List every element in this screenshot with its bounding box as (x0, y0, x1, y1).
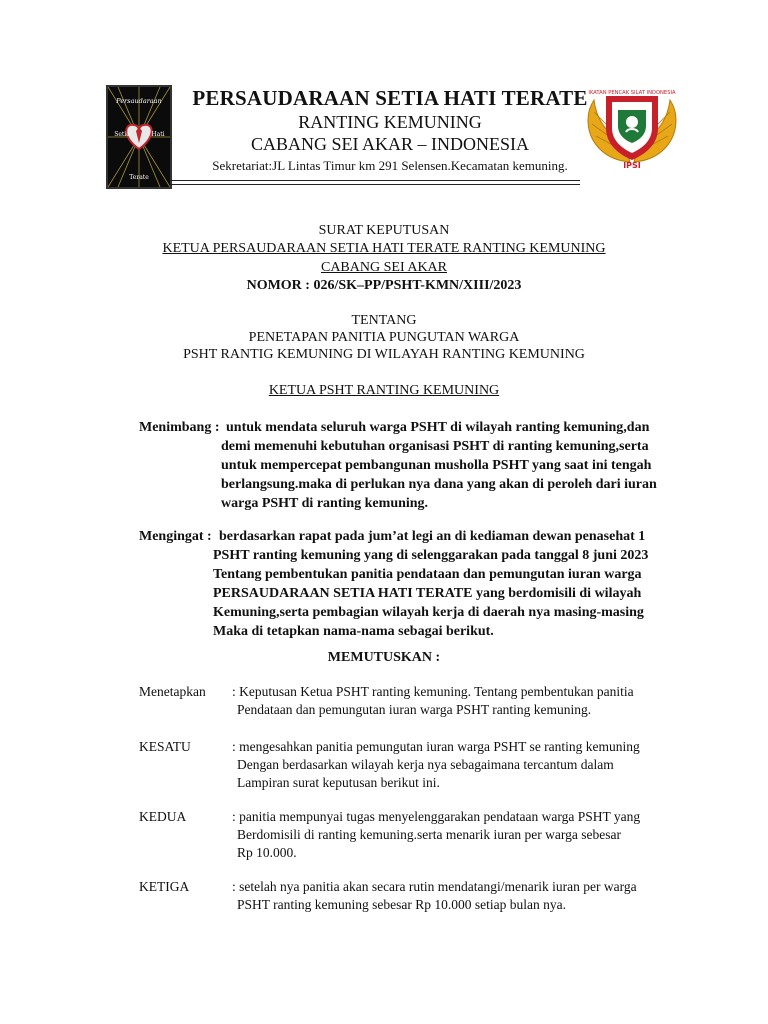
decision-line: : setelah nya panitia akan secara rutin mendatangi/menarik iuran per warga (232, 879, 637, 894)
svg-text:Setia: Setia (114, 131, 130, 138)
menimbang-line: untuk mendata seluruh warga PSHT di wilayah ranting kemuning,dan (226, 420, 650, 435)
doc-title-issuer: KETUA PERSAUDARAAN SETIA HATI TERATE RANTING KEMUNING (162, 241, 606, 256)
menimbang-line: demi memenuhi kebutuhan organisasi PSHT di ranting kemuning,serta (221, 439, 649, 454)
decision-label-kedua: KEDUA (139, 809, 187, 824)
menimbang-line: untuk mempercepat pembangunan musholla PSHT yang saat ini tengah (221, 458, 652, 473)
secretariat-address: Sekretariat:JL Lintas Timur km 291 Selensen.Kecamatan kemuning. (212, 158, 568, 173)
mengingat-label: Mengingat : (139, 529, 212, 544)
svg-text:IKATAN PENCAK SILAT INDONESIA: IKATAN PENCAK SILAT INDONESIA (588, 90, 676, 96)
svg-text:Terate: Terate (129, 174, 149, 181)
subject-line-2: PSHT RANTIG KEMUNING DI WILAYAH RANTING KEMUNING (183, 347, 585, 362)
svg-text:Persaudaraan: Persaudaraan (116, 97, 162, 105)
issuer-heading: KETUA PSHT RANTING KEMUNING (268, 383, 500, 398)
ranting-name: RANTING KEMUNING (298, 112, 482, 132)
doc-title: SURAT KEPUTUSAN (318, 223, 450, 238)
subject-label: TENTANG (351, 313, 417, 328)
cabang-name: CABANG SEI AKAR – INDONESIA (250, 134, 529, 154)
letterhead-rule-top (170, 180, 580, 181)
doc-number: NOMOR : 026/SK–PP/PSHT-KMN/XIII/2023 (246, 278, 522, 293)
decision-line: Pendataan dan pemungutan iuran warga PSHT ranting kemuning. (237, 702, 592, 717)
decision-line: : mengesahkan panitia pemungutan iuran warga PSHT se ranting kemuning (232, 739, 640, 754)
decision-label-ketiga: KETIGA (139, 879, 190, 894)
menimbang-line: warga PSHT di ranting kemuning. (221, 496, 429, 511)
decision-line: Dengan berdasarkan wilayah kerja nya sebagaimana tercantum dalam (237, 757, 614, 772)
decision-line: : Keputusan Ketua PSHT ranting kemuning. Tentang pembentukan panitia (232, 684, 634, 699)
decision-line: Berdomisili di ranting kemuning.serta menarik iuran per warga sebesar (237, 827, 622, 842)
decision-line: : panitia mempunyai tugas menyelenggarakan pendataan warga PSHT yang (232, 809, 641, 824)
letterhead-rule-bottom (170, 184, 580, 185)
doc-title-cabang: CABANG SEI AKAR (320, 260, 447, 275)
decision-heading: MEMUTUSKAN : (327, 650, 441, 665)
psht-logo (106, 85, 172, 189)
svg-text:Hati: Hati (151, 131, 165, 138)
ipsi-text: IPSI (623, 161, 641, 170)
decision-line: PSHT ranting kemuning sebesar Rp 10.000 setiap bulan nya. (237, 897, 566, 912)
mengingat-line: Tentang pembentukan panitia pendataan dan pemungutan iuran warga (213, 567, 642, 582)
decision-label-kesatu: KESATU (139, 739, 191, 754)
ipsi-logo (584, 82, 680, 170)
decision-line: Lampiran surat keputusan berikut ini. (237, 775, 440, 790)
menimbang-label: Menimbang : (139, 420, 220, 435)
decision-label-menetapkan: Menetapkan (139, 684, 206, 699)
org-name: PERSAUDARAAN SETIA HATI TERATE (192, 86, 588, 110)
decision-line: Rp 10.000. (237, 845, 297, 860)
mengingat-line: PSHT ranting kemuning yang di selenggarakan pada tanggal 8 juni 2023 (213, 548, 649, 563)
mengingat-line: berdasarkan rapat pada jum’at legi an di kediaman dewan penasehat 1 (219, 529, 646, 544)
mengingat-line: Maka di tetapkan nama-nama sebagai berikut. (213, 624, 494, 639)
mengingat-line: PERSAUDARAAN SETIA HATI TERATE yang berdomisili di wilayah (213, 586, 642, 601)
subject-line-1: PENETAPAN PANITIA PUNGUTAN WARGA (248, 330, 520, 345)
mengingat-line: Kemuning,serta pembagian wilayah kerja di daerah nya masing-masing (213, 605, 644, 620)
menimbang-line: berlangsung.maka di perlukan nya dana yang akan di peroleh dari iuran (221, 477, 657, 492)
